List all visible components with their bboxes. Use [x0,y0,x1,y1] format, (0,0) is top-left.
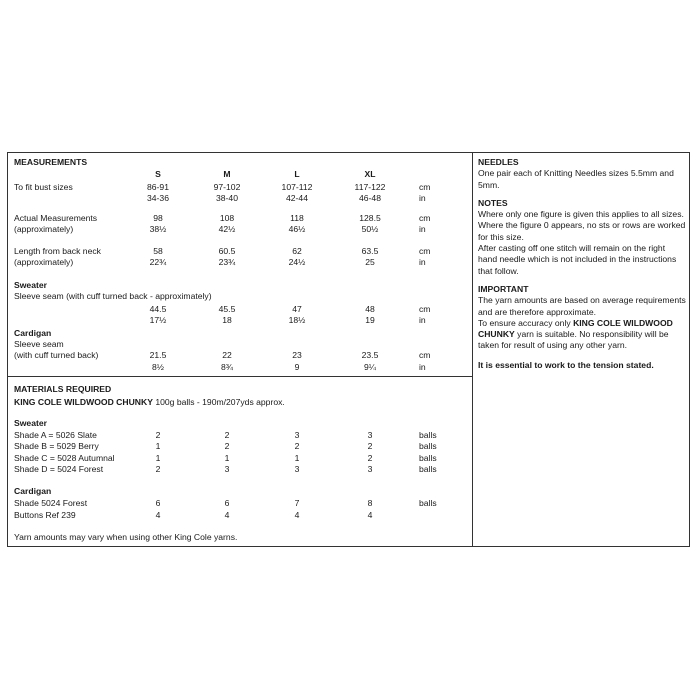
yarn-brand: KING COLE WILDWOOD CHUNKY [14,397,153,407]
unit-label: balls [419,441,437,451]
row-label: Shade A = 5026 Slate [14,430,97,440]
cardigan-title: Cardigan [14,486,52,496]
cell-value: 23.5 [361,350,379,360]
row-label: To fit bust sizes [14,182,73,192]
unit-label: in [419,224,426,234]
cell-value: 108 [219,213,235,223]
row-label: (approximately) [14,257,74,267]
cell-value: 23¾ [218,257,236,267]
cell-value: 46½ [288,224,306,234]
unit-label: in [419,193,426,203]
cell-value: 22 [222,350,232,360]
important-text: The yarn amounts are based on average requirements and are therefore approximate. [478,295,686,317]
yarn-details: 100g balls - 190m/207yds approx. [152,397,285,407]
measurements-title: MEASUREMENTS [14,157,88,167]
materials-title: MATERIALS REQUIRED [14,384,112,394]
sweater-title: Sweater [14,418,47,428]
cell-value: 63.5 [361,246,379,256]
cell-value: 1 [155,441,161,451]
unit-label: cm [419,350,431,360]
row-label: Length from back neck [14,246,101,256]
important-text-a: To ensure accuracy only [478,317,574,328]
sleeve-seam-label: Sleeve seam [14,339,64,349]
yarn-footnote: Yarn amounts may vary when using other King Cole yarns. [14,532,238,542]
cell-value: 34-36 [147,193,169,203]
size-header: L [294,169,300,179]
cell-value: 97-102 [213,182,241,192]
cell-value: 45.5 [218,304,236,314]
cell-value: 42-44 [286,193,308,203]
cell-value: 3 [224,464,230,474]
cell-value: 2 [294,441,300,451]
right-column [478,157,686,371]
cell-value: 38½ [149,224,167,234]
cell-value: 9¼ [364,362,376,372]
cell-value: 2 [155,464,161,474]
cell-value: 1 [224,453,230,463]
cell-value: 18½ [288,315,306,325]
yarn-description [14,397,285,408]
row-label: Actual Measurements [14,213,98,223]
cell-value: 8¾ [221,362,233,372]
notes-title: NOTES [478,197,508,208]
cell-value: 128.5 [359,213,381,223]
cell-value: 4 [367,510,373,520]
tension-note: It is essential to work to the tension stated. [478,359,654,370]
column-divider [472,152,473,547]
section-divider [7,376,473,377]
size-header: M [223,169,231,179]
needles-title: NEEDLES [478,157,519,167]
row-label: Shade C = 5028 Autumnal [14,453,115,463]
cell-value: 46-48 [359,193,381,203]
cell-value: 2 [367,441,373,451]
cell-value: 38-40 [216,193,238,203]
important-text-c: yarn is suitable. No responsibility will be taken for result of using any other yarn. [478,329,669,351]
cell-value: 7 [294,498,300,508]
sweater-title: Sweater [14,280,47,290]
cell-value: 6 [224,498,230,508]
unit-label: balls [419,498,437,508]
cell-value: 4 [294,510,300,520]
cell-value: 25 [365,257,375,267]
notes-text: Where only one figure is given this applies to all sizes. Where the figure 0 appears, no sts or rows are worked for this size. [478,209,686,242]
notes-text: After casting off one stitch will remain on the right hand needle which is not included in the instructions that follow. [478,243,677,276]
important-title: IMPORTANT [478,283,529,294]
unit-label: in [419,257,426,267]
cell-value: 47 [292,304,302,314]
cardigan-title: Cardigan [14,328,52,338]
cell-value: 3 [367,464,373,474]
row-label: Shade B = 5029 Berry [14,441,99,451]
cell-value: 4 [224,510,230,520]
row-label: (with cuff turned back) [14,350,99,360]
row-label: Buttons Ref 239 [14,510,76,520]
cell-value: 50½ [361,224,379,234]
cell-value: 19 [365,315,375,325]
size-header: XL [364,169,376,179]
cell-value: 9 [294,362,300,372]
cell-value: 62 [292,246,302,256]
cell-value: 2 [224,430,230,440]
cell-value: 107-112 [281,182,313,192]
important-brand: KING COLE WILDWOOD CHUNKY [478,317,673,340]
unit-label: in [419,315,426,325]
cell-value: 4 [155,510,161,520]
cell-value: 3 [294,464,300,474]
unit-label: cm [419,304,431,314]
cell-value: 6 [155,498,161,508]
cell-value: 60.5 [218,246,236,256]
cell-value: 98 [153,213,163,223]
cell-value: 17½ [149,315,167,325]
unit-label: cm [419,213,431,223]
unit-label: cm [419,246,431,256]
cell-value: 1 [155,453,161,463]
size-header: S [155,169,161,179]
cell-value: 44.5 [149,304,167,314]
cell-value: 117-122 [354,182,386,192]
cell-value: 118 [290,213,304,223]
important-text [478,318,686,352]
cell-value: 1 [294,453,300,463]
cell-value: 58 [153,246,163,256]
cell-value: 2 [155,430,161,440]
cell-value: 42½ [218,224,236,234]
cell-value: 23 [292,350,302,360]
cell-value: 3 [367,430,373,440]
unit-label: balls [419,453,437,463]
sleeve-seam-label: Sleeve seam (with cuff turned back - approximately) [14,291,212,301]
unit-label: in [419,362,426,372]
unit-label: cm [419,182,431,192]
cell-value: 2 [224,441,230,451]
row-label: Shade D = 5024 Forest [14,464,104,474]
cell-value: 3 [294,430,300,440]
cell-value: 8½ [152,362,164,372]
needles-text: One pair each of Knitting Needles sizes 5.5mm and 5mm. [478,168,674,190]
cell-value: 18 [222,315,232,325]
cell-value: 21.5 [149,350,167,360]
unit-label: balls [419,464,437,474]
row-label: Shade 5024 Forest [14,498,88,508]
cell-value: 24½ [288,257,306,267]
cell-value: 8 [367,498,373,508]
cell-value: 48 [365,304,375,314]
row-label: (approximately) [14,224,74,234]
unit-label: balls [419,430,437,440]
cell-value: 2 [367,453,373,463]
cell-value: 86-91 [147,182,169,192]
cell-value: 22¾ [149,257,167,267]
